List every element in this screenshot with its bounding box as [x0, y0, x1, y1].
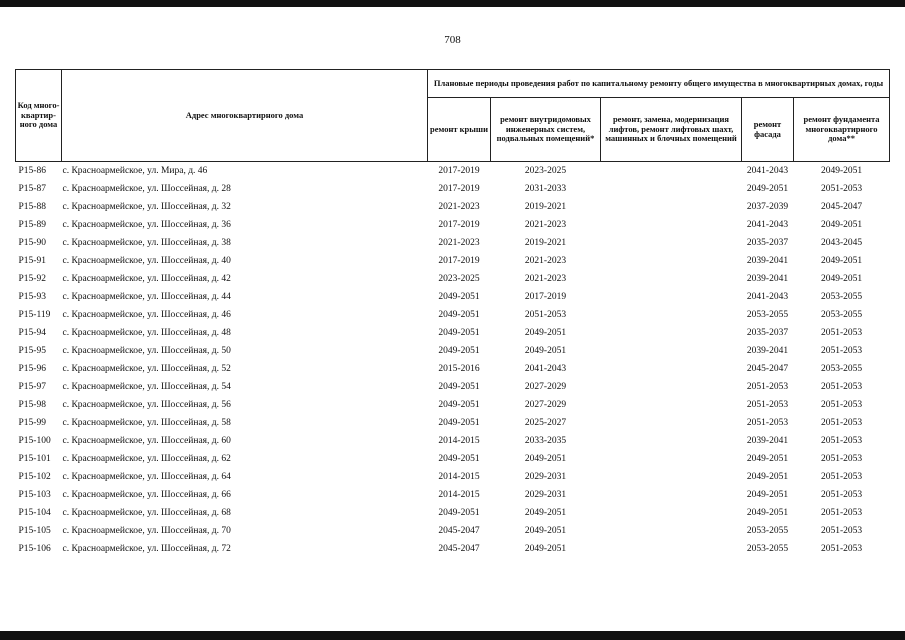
table-header	[16, 70, 890, 162]
cell-foundation: 2051-2053	[820, 184, 863, 194]
cell-code: P15-103	[18, 490, 51, 500]
cell-elevators	[601, 468, 742, 486]
cell-foundation: 2051-2053	[820, 346, 863, 356]
table-row	[16, 198, 890, 216]
cell-elevators	[601, 234, 742, 252]
cell-elevators	[601, 306, 742, 324]
cell-elevators	[601, 396, 742, 414]
cell-foundation: 2051-2053	[820, 526, 863, 536]
cell-address: с. Красноармейское, ул. Шоссейная, д. 68	[62, 508, 231, 518]
cell-elevators	[601, 486, 742, 504]
table-row	[16, 504, 890, 522]
cell-address: с. Красноармейское, ул. Шоссейная, д. 66	[62, 490, 231, 500]
cell-code: P15-86	[18, 166, 46, 176]
cell-address: с. Красноармейское, ул. Шоссейная, д. 60	[62, 436, 231, 446]
cell-roof: 2049-2051	[438, 454, 480, 464]
cell-roof: 2017-2019	[438, 256, 480, 266]
cell-systems: 2049-2051	[524, 544, 567, 554]
cell-facade: 2053-2055	[746, 310, 789, 320]
cell-systems: 2027-2029	[524, 400, 567, 410]
cell-systems: 2031-2033	[524, 184, 567, 194]
cell-systems: 2051-2053	[524, 310, 567, 320]
cell-elevators	[601, 432, 742, 450]
cell-systems: 2023-2025	[524, 166, 567, 176]
cell-facade: 2049-2051	[746, 490, 789, 500]
cell-systems: 2049-2051	[524, 526, 567, 536]
cell-foundation: 2051-2053	[820, 472, 863, 482]
table-row	[16, 432, 890, 450]
cell-facade: 2049-2051	[746, 184, 789, 194]
cell-elevators	[601, 414, 742, 432]
cell-elevators	[601, 360, 742, 378]
cell-address: с. Красноармейское, ул. Шоссейная, д. 58	[62, 418, 231, 428]
cell-facade: 2049-2051	[746, 508, 789, 518]
cell-facade: 2039-2041	[746, 274, 789, 284]
cell-systems: 2029-2031	[524, 472, 567, 482]
cell-elevators	[601, 324, 742, 342]
cell-roof: 2021-2023	[438, 202, 480, 212]
cell-systems: 2049-2051	[524, 346, 567, 356]
table-row	[16, 234, 890, 252]
cell-code: P15-94	[18, 328, 46, 338]
cell-address: с. Красноармейское, ул. Шоссейная, д. 36	[62, 220, 231, 230]
cell-roof: 2049-2051	[438, 292, 480, 302]
cell-address: с. Красноармейское, ул. Шоссейная, д. 48	[62, 328, 231, 338]
cell-foundation: 2043-2045	[820, 238, 863, 248]
cell-roof: 2045-2047	[438, 526, 480, 536]
table-row	[16, 486, 890, 504]
table-row	[16, 162, 890, 181]
cell-address: с. Красноармейское, ул. Шоссейная, д. 46	[62, 310, 231, 320]
cell-address: с. Красноармейское, ул. Шоссейная, д. 64	[62, 472, 231, 482]
table-row	[16, 342, 890, 360]
cell-roof: 2021-2023	[438, 238, 480, 248]
cell-foundation: 2049-2051	[820, 256, 863, 266]
cell-foundation: 2051-2053	[820, 454, 863, 464]
cell-roof: 2049-2051	[438, 400, 480, 410]
cell-roof: 2014-2015	[438, 472, 480, 482]
header-elevators: ремонт, замена, модернизация лифтов, ремонт лифтовых шахт, машинных и блочных помещений	[601, 98, 742, 162]
cell-elevators	[601, 450, 742, 468]
table-row	[16, 396, 890, 414]
cell-roof: 2015-2016	[438, 364, 480, 374]
cell-address: с. Красноармейское, ул. Шоссейная, д. 52	[62, 364, 231, 374]
cell-elevators	[601, 342, 742, 360]
cell-facade: 2051-2053	[746, 418, 789, 428]
cell-elevators	[601, 216, 742, 234]
cell-foundation: 2053-2055	[820, 364, 863, 374]
cell-code: P15-93	[18, 292, 46, 302]
cell-facade: 2039-2041	[746, 436, 789, 446]
cell-roof: 2049-2051	[438, 346, 480, 356]
cell-foundation: 2051-2053	[820, 544, 863, 554]
cell-code: P15-100	[18, 436, 51, 446]
cell-systems: 2029-2031	[524, 490, 567, 500]
cell-roof: 2049-2051	[438, 508, 480, 518]
table-row	[16, 414, 890, 432]
cell-systems: 2019-2021	[524, 238, 567, 248]
header-foundation: ремонт фундамента многоквартирного дома**	[794, 98, 890, 162]
cell-facade: 2039-2041	[746, 346, 789, 356]
cell-systems: 2021-2023	[524, 274, 567, 284]
bottom-border-bar	[0, 631, 905, 640]
cell-code: P15-102	[18, 472, 51, 482]
cell-systems: 2033-2035	[524, 436, 567, 446]
cell-systems: 2017-2019	[524, 292, 567, 302]
cell-facade: 2035-2037	[746, 328, 789, 338]
table-row	[16, 522, 890, 540]
cell-address: с. Красноармейское, ул. Шоссейная, д. 38	[62, 238, 231, 248]
table-row	[16, 540, 890, 558]
table-row	[16, 180, 890, 198]
cell-facade: 2051-2053	[746, 400, 789, 410]
cell-address: с. Красноармейское, ул. Шоссейная, д. 32	[62, 202, 231, 212]
cell-elevators	[601, 504, 742, 522]
header-facade: ремонт фасада	[742, 98, 794, 162]
cell-roof: 2045-2047	[438, 544, 480, 554]
cell-foundation: 2049-2051	[820, 166, 863, 176]
cell-facade: 2045-2047	[746, 364, 789, 374]
table-body	[16, 162, 890, 559]
cell-roof: 2049-2051	[438, 310, 480, 320]
cell-code: P15-89	[18, 220, 46, 230]
cell-code: P15-119	[18, 310, 51, 320]
table-row	[16, 270, 890, 288]
header-systems: ремонт внутридомовых инженерных систем, подвальных помещений*	[491, 98, 601, 162]
cell-code: P15-106	[18, 544, 51, 554]
table-row	[16, 324, 890, 342]
cell-systems: 2025-2027	[524, 418, 567, 428]
cell-facade: 2049-2051	[746, 454, 789, 464]
cell-foundation: 2049-2051	[820, 220, 863, 230]
cell-address: с. Красноармейское, ул. Шоссейная, д. 44	[62, 292, 231, 302]
cell-address: с. Красноармейское, ул. Шоссейная, д. 50	[62, 346, 231, 356]
cell-code: P15-95	[18, 346, 46, 356]
cell-code: P15-105	[18, 526, 51, 536]
cell-elevators	[601, 288, 742, 306]
header-code: Код много-квартир-ного дома	[16, 70, 62, 162]
cell-foundation: 2051-2053	[820, 328, 863, 338]
cell-facade: 2037-2039	[746, 202, 789, 212]
cell-facade: 2041-2043	[746, 166, 789, 176]
header-roof: ремонт крыши	[428, 98, 491, 162]
cell-foundation: 2053-2055	[820, 310, 863, 320]
cell-address: с. Красноармейское, ул. Шоссейная, д. 62	[62, 454, 231, 464]
cell-elevators	[601, 180, 742, 198]
cell-foundation: 2045-2047	[820, 202, 863, 212]
cell-elevators	[601, 378, 742, 396]
cell-systems: 2049-2051	[524, 328, 567, 338]
cell-code: P15-90	[18, 238, 46, 248]
cell-systems: 2021-2023	[524, 220, 567, 230]
cell-foundation: 2051-2053	[820, 490, 863, 500]
cell-facade: 2041-2043	[746, 220, 789, 230]
cell-code: P15-104	[18, 508, 51, 518]
cell-systems: 2041-2043	[524, 364, 567, 374]
cell-code: P15-99	[18, 418, 46, 428]
table-row	[16, 468, 890, 486]
cell-roof: 2017-2019	[438, 184, 480, 194]
cell-facade: 2039-2041	[746, 256, 789, 266]
cell-facade: 2053-2055	[746, 544, 789, 554]
cell-roof: 2049-2051	[438, 328, 480, 338]
table-row	[16, 288, 890, 306]
cell-foundation: 2051-2053	[820, 400, 863, 410]
top-border-bar	[0, 0, 905, 7]
cell-address: с. Красноармейское, ул. Мира, д. 46	[62, 166, 208, 176]
cell-code: P15-87	[18, 184, 46, 194]
cell-code: P15-91	[18, 256, 46, 266]
cell-foundation: 2053-2055	[820, 292, 863, 302]
cell-systems: 2027-2029	[524, 382, 567, 392]
capital-repair-table	[15, 69, 890, 558]
cell-address: с. Красноармейское, ул. Шоссейная, д. 72	[62, 544, 231, 554]
cell-code: P15-88	[18, 202, 46, 212]
cell-foundation: 2051-2053	[820, 508, 863, 518]
cell-code: P15-96	[18, 364, 46, 374]
cell-facade: 2053-2055	[746, 526, 789, 536]
cell-systems: 2019-2021	[524, 202, 567, 212]
cell-address: с. Красноармейское, ул. Шоссейная, д. 54	[62, 382, 231, 392]
cell-systems: 2049-2051	[524, 508, 567, 518]
cell-code: P15-97	[18, 382, 46, 392]
cell-facade: 2049-2051	[746, 472, 789, 482]
cell-roof: 2049-2051	[438, 382, 480, 392]
cell-elevators	[601, 198, 742, 216]
cell-roof: 2023-2025	[438, 274, 480, 284]
cell-systems: 2049-2051	[524, 454, 567, 464]
cell-code: P15-98	[18, 400, 46, 410]
cell-systems: 2021-2023	[524, 256, 567, 266]
cell-roof: 2017-2019	[438, 166, 480, 176]
cell-code: P15-92	[18, 274, 46, 284]
cell-roof: 2017-2019	[438, 220, 480, 230]
cell-foundation: 2051-2053	[820, 382, 863, 392]
cell-elevators	[601, 270, 742, 288]
cell-foundation: 2051-2053	[820, 418, 863, 428]
table-row	[16, 378, 890, 396]
table-row	[16, 450, 890, 468]
cell-roof: 2014-2015	[438, 436, 480, 446]
cell-address: с. Красноармейское, ул. Шоссейная, д. 70	[62, 526, 231, 536]
cell-roof: 2049-2051	[438, 418, 480, 428]
header-address: Адрес многоквартирного дома	[62, 70, 428, 162]
cell-elevators	[601, 522, 742, 540]
cell-code: P15-101	[18, 454, 51, 464]
table-row	[16, 360, 890, 378]
header-periods: Плановые периоды проведения работ по капитальному ремонту общего имущества в многоквартирных домах, годы	[428, 70, 890, 98]
cell-elevators	[601, 252, 742, 270]
table-row	[16, 306, 890, 324]
cell-facade: 2041-2043	[746, 292, 789, 302]
cell-elevators	[601, 540, 742, 558]
table-row	[16, 252, 890, 270]
cell-facade: 2051-2053	[746, 382, 789, 392]
cell-address: с. Красноармейское, ул. Шоссейная, д. 28	[62, 184, 231, 194]
cell-foundation: 2049-2051	[820, 274, 863, 284]
table-row	[16, 216, 890, 234]
cell-elevators	[601, 162, 742, 181]
cell-address: с. Красноармейское, ул. Шоссейная, д. 56	[62, 400, 231, 410]
page-number: 708	[444, 34, 461, 46]
cell-facade: 2035-2037	[746, 238, 789, 248]
cell-roof: 2014-2015	[438, 490, 480, 500]
cell-foundation: 2051-2053	[820, 436, 863, 446]
cell-address: с. Красноармейское, ул. Шоссейная, д. 40	[62, 256, 231, 266]
cell-address: с. Красноармейское, ул. Шоссейная, д. 42	[62, 274, 231, 284]
